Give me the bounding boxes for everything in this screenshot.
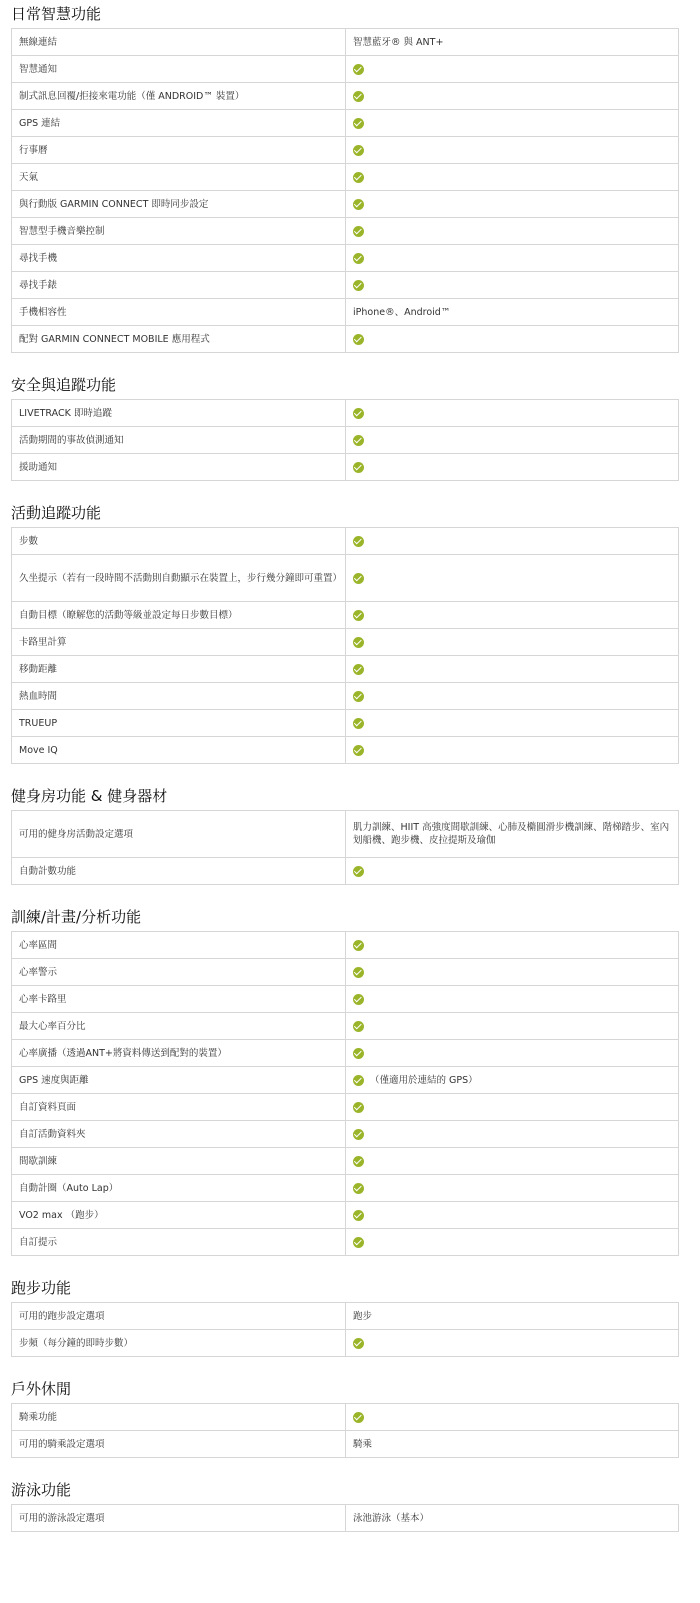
table-row — [12, 1175, 679, 1202]
feature-label: 行事曆 — [12, 137, 346, 164]
feature-value-text: iPhone®、Android™ — [353, 306, 451, 318]
table-row — [12, 1330, 679, 1357]
section-title: 游泳功能 — [11, 1481, 72, 1499]
feature-label: 心率卡路里 — [12, 986, 346, 1013]
checkmark-icon — [353, 1129, 364, 1140]
feature-value — [346, 56, 679, 83]
feature-label: 步頻（每分鐘的即時步數） — [12, 1330, 346, 1357]
feature-label: 制式訊息回覆/拒接來電功能（僅 ANDROID™ 裝置） — [12, 83, 346, 110]
feature-label: 自動計數功能 — [12, 858, 346, 885]
spec-section — [0, 499, 700, 764]
feature-value — [346, 656, 679, 683]
table-row — [12, 811, 679, 858]
table-row — [12, 245, 679, 272]
checkmark-icon — [353, 408, 364, 419]
checkmark-icon — [353, 91, 364, 102]
feature-label: 移動距離 — [12, 656, 346, 683]
feature-value — [346, 29, 679, 56]
table-row — [12, 29, 679, 56]
section-title: 戶外休閒 — [11, 1380, 72, 1398]
feature-value — [346, 1202, 679, 1229]
spec-table — [11, 1403, 679, 1458]
checkmark-icon — [353, 462, 364, 473]
checkmark-icon — [353, 1183, 364, 1194]
feature-label: 步數 — [12, 528, 346, 555]
feature-value — [346, 400, 679, 427]
spec-section — [0, 1274, 700, 1357]
feature-label: GPS 連結 — [12, 110, 346, 137]
feature-value — [346, 1404, 679, 1431]
table-row — [12, 1202, 679, 1229]
checkmark-icon — [353, 172, 364, 183]
feature-value — [346, 710, 679, 737]
table-row — [12, 164, 679, 191]
feature-value — [346, 932, 679, 959]
table-row — [12, 1303, 679, 1330]
feature-value — [346, 427, 679, 454]
table-row — [12, 56, 679, 83]
table-row — [12, 932, 679, 959]
checkmark-icon — [353, 536, 364, 547]
feature-label: 久坐提示（若有一段時間不活動則自動顯示在裝置上，步行幾分鐘即可重置） — [12, 555, 346, 602]
checkmark-icon — [353, 940, 364, 951]
feature-value — [346, 986, 679, 1013]
spec-table — [11, 527, 679, 764]
feature-value — [346, 1229, 679, 1256]
checkmark-icon — [353, 866, 364, 877]
section-title: 健身房功能 & 健身器材 — [11, 787, 168, 805]
section-title: 訓練/計畫/分析功能 — [11, 908, 142, 926]
feature-label: 智慧通知 — [12, 56, 346, 83]
checkmark-icon — [353, 1021, 364, 1032]
table-row — [12, 986, 679, 1013]
feature-label: 心率區間 — [12, 932, 346, 959]
checkmark-icon — [353, 334, 364, 345]
feature-label: 自動計圈（Auto Lap） — [12, 1175, 346, 1202]
checkmark-icon — [353, 1237, 364, 1248]
table-row — [12, 1148, 679, 1175]
table-row — [12, 1094, 679, 1121]
feature-value — [346, 683, 679, 710]
feature-label: 手機相容性 — [12, 299, 346, 326]
feature-value — [346, 858, 679, 885]
table-row — [12, 683, 679, 710]
spec-table — [11, 28, 679, 353]
checkmark-icon — [353, 718, 364, 729]
feature-value-text: 騎乘 — [353, 1438, 373, 1450]
spec-table — [11, 1302, 679, 1357]
spec-section — [0, 0, 700, 353]
feature-value — [346, 737, 679, 764]
table-row — [12, 1404, 679, 1431]
feature-label: 心率廣播（透過ANT+將資料傳送到配對的裝置） — [12, 1040, 346, 1067]
feature-value — [346, 110, 679, 137]
feature-label: 可用的游泳設定選項 — [12, 1505, 346, 1532]
table-row — [12, 427, 679, 454]
feature-label: 天氣 — [12, 164, 346, 191]
checkmark-icon — [353, 745, 364, 756]
table-row — [12, 528, 679, 555]
table-row — [12, 710, 679, 737]
section-title: 日常智慧功能 — [11, 5, 102, 23]
feature-label: 可用的健身房活動設定選項 — [12, 811, 346, 858]
table-row — [12, 137, 679, 164]
checkmark-icon — [353, 1412, 364, 1423]
feature-value — [346, 602, 679, 629]
checkmark-icon — [353, 664, 364, 675]
section-title: 跑步功能 — [11, 1279, 72, 1297]
table-row — [12, 959, 679, 986]
feature-value — [346, 1505, 679, 1532]
checkmark-icon — [353, 435, 364, 446]
feature-value-text: 肌力訓練、HIIT 高強度間歇訓練、心肺及橢圓滑步機訓練、階梯踏步、室內划船機、跑步機、皮拉提斯及瑜伽 — [353, 822, 670, 846]
checkmark-icon — [353, 253, 364, 264]
feature-value — [346, 629, 679, 656]
feature-value — [346, 191, 679, 218]
feature-value — [346, 555, 679, 602]
feature-value — [346, 1040, 679, 1067]
feature-label: 自訂活動資料夾 — [12, 1121, 346, 1148]
feature-value — [346, 1067, 679, 1094]
table-row — [12, 454, 679, 481]
table-row — [12, 400, 679, 427]
table-row — [12, 191, 679, 218]
feature-label: LIVETRACK 即時追蹤 — [12, 400, 346, 427]
feature-value — [346, 1431, 679, 1458]
table-row — [12, 110, 679, 137]
spec-table — [11, 810, 679, 885]
table-row — [12, 737, 679, 764]
feature-value — [346, 83, 679, 110]
feature-label: 心率警示 — [12, 959, 346, 986]
feature-note: （僅適用於連結的 GPS） — [370, 1074, 478, 1086]
feature-value — [346, 1175, 679, 1202]
feature-label: 活動期間的事故偵測通知 — [12, 427, 346, 454]
feature-value — [346, 1330, 679, 1357]
table-row — [12, 555, 679, 602]
spec-section — [0, 782, 700, 885]
spec-section — [0, 1476, 700, 1532]
feature-label: 騎乘功能 — [12, 1404, 346, 1431]
checkmark-icon — [353, 199, 364, 210]
checkmark-icon — [353, 226, 364, 237]
table-row — [12, 1505, 679, 1532]
feature-label: 配對 GARMIN CONNECT MOBILE 應用程式 — [12, 326, 346, 353]
checkmark-icon — [353, 1338, 364, 1349]
feature-value — [346, 245, 679, 272]
feature-value — [346, 1094, 679, 1121]
feature-value — [346, 137, 679, 164]
table-row — [12, 656, 679, 683]
feature-label: TRUEUP — [12, 710, 346, 737]
checkmark-icon — [353, 573, 364, 584]
feature-value-text: 泳池游泳（基本） — [353, 1512, 430, 1524]
checkmark-icon — [353, 691, 364, 702]
table-row — [12, 299, 679, 326]
feature-value — [346, 528, 679, 555]
feature-label: 間歇訓練 — [12, 1148, 346, 1175]
table-row — [12, 83, 679, 110]
feature-label: 熱血時間 — [12, 683, 346, 710]
feature-value — [346, 959, 679, 986]
checkmark-icon — [353, 994, 364, 1005]
table-row — [12, 1067, 679, 1094]
checkmark-icon — [353, 610, 364, 621]
feature-value — [346, 1148, 679, 1175]
table-row — [12, 1121, 679, 1148]
spec-section — [0, 1375, 700, 1458]
feature-label: 最大心率百分比 — [12, 1013, 346, 1040]
feature-label: 自動目標（瞭解您的活動等級並設定每日步數目標） — [12, 602, 346, 629]
feature-label: 尋找手機 — [12, 245, 346, 272]
feature-label: 尋找手錶 — [12, 272, 346, 299]
checkmark-icon — [353, 637, 364, 648]
checkmark-icon — [353, 1048, 364, 1059]
feature-value — [346, 218, 679, 245]
feature-label: 可用的跑步設定選項 — [12, 1303, 346, 1330]
checkmark-icon — [353, 64, 364, 75]
spec-table — [11, 931, 679, 1256]
feature-label: 自訂資料頁面 — [12, 1094, 346, 1121]
table-row — [12, 326, 679, 353]
feature-label: 與行動版 GARMIN CONNECT 即時同步設定 — [12, 191, 346, 218]
feature-label: 自訂提示 — [12, 1229, 346, 1256]
table-row — [12, 1040, 679, 1067]
feature-value — [346, 811, 679, 858]
feature-value — [346, 164, 679, 191]
table-row — [12, 272, 679, 299]
feature-label: Move IQ — [12, 737, 346, 764]
spec-table — [11, 1504, 679, 1532]
section-title: 安全與追蹤功能 — [11, 376, 117, 394]
spec-section — [0, 371, 700, 481]
table-row — [12, 1013, 679, 1040]
feature-label: 卡路里計算 — [12, 629, 346, 656]
checkmark-icon — [353, 118, 364, 129]
feature-label: GPS 速度與距離 — [12, 1067, 346, 1094]
feature-value — [346, 1013, 679, 1040]
feature-value — [346, 299, 679, 326]
table-row — [12, 218, 679, 245]
feature-value — [346, 1303, 679, 1330]
feature-label: 無線連結 — [12, 29, 346, 56]
feature-label: 智慧型手機音樂控制 — [12, 218, 346, 245]
checkmark-icon — [353, 145, 364, 156]
feature-value-text: 跑步 — [353, 1310, 373, 1322]
feature-value — [346, 1121, 679, 1148]
feature-value-text: 智慧藍牙® 與 ANT+ — [353, 36, 444, 48]
feature-value — [346, 272, 679, 299]
feature-label: VO2 max （跑步） — [12, 1202, 346, 1229]
table-row — [12, 1431, 679, 1458]
checkmark-icon — [353, 967, 364, 978]
feature-value — [346, 454, 679, 481]
table-row — [12, 602, 679, 629]
checkmark-icon — [353, 1156, 364, 1167]
feature-label: 援助通知 — [12, 454, 346, 481]
feature-value — [346, 326, 679, 353]
checkmark-icon — [353, 280, 364, 291]
section-title: 活動追蹤功能 — [11, 504, 102, 522]
spec-section — [0, 903, 700, 1256]
feature-label: 可用的騎乘設定選項 — [12, 1431, 346, 1458]
table-row — [12, 858, 679, 885]
checkmark-icon — [353, 1102, 364, 1113]
checkmark-icon — [353, 1075, 364, 1086]
checkmark-icon — [353, 1210, 364, 1221]
table-row — [12, 1229, 679, 1256]
spec-table — [11, 399, 679, 481]
table-row — [12, 629, 679, 656]
